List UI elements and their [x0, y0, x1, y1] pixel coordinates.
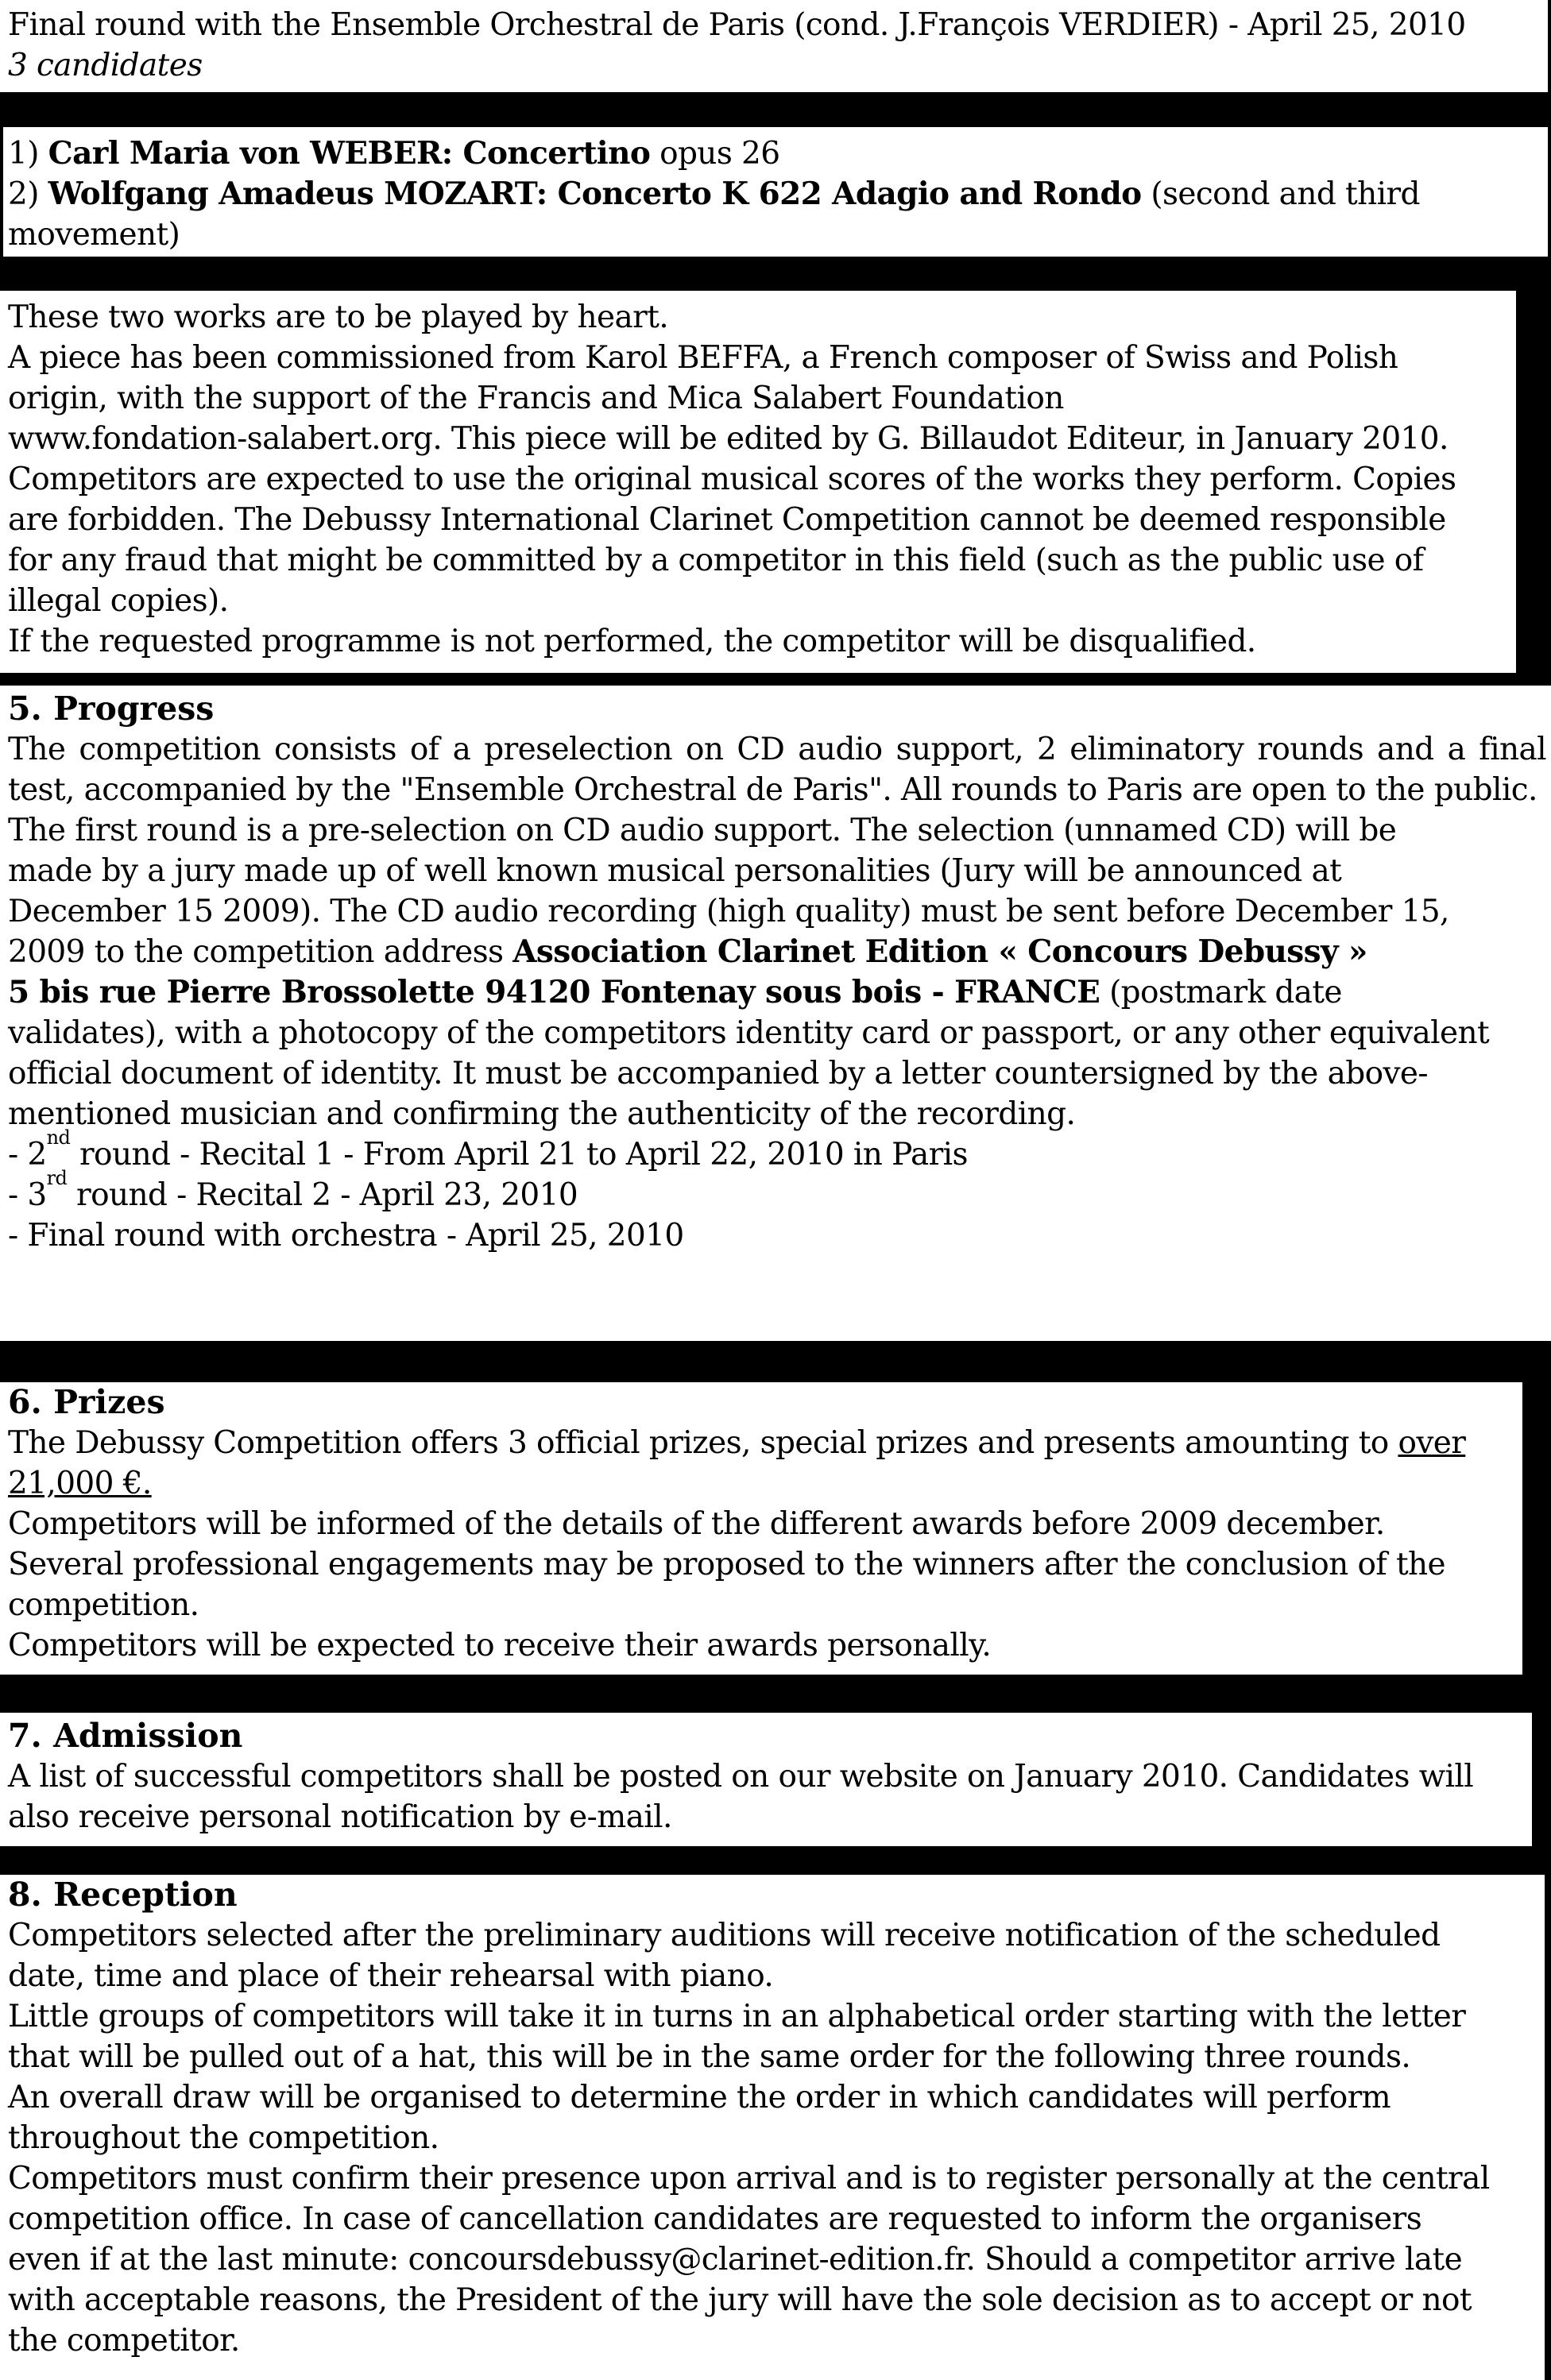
final-round-title: Final round with the Ensemble Orchestral de Paris (cond. J.François VERDIER) - April 25, 2010: [8, 7, 1466, 43]
note-line: If the requested programme is not performed, the competitor will be disqualified.: [8, 624, 1256, 659]
reception-line: Competitors selected after the preliminary auditions will receive notification of the scheduled: [8, 1918, 1441, 1953]
prizes-section: [0, 1382, 1522, 1675]
note-line: for any fraud that might be committed by a competitor in this field (such as the public use of: [8, 543, 1424, 578]
address-organisation: Association Clarinet Edition « Concours Debussy »: [512, 933, 1367, 970]
address-suffix: (postmark date: [1100, 975, 1342, 1010]
note-line: are forbidden. The Debussy International Clarinet Competition cannot be deemed responsible: [8, 502, 1446, 538]
address-prefix: 2009 to the competition address: [8, 934, 513, 970]
reception-heading: 8. Reception: [8, 1876, 238, 1914]
admission-section: [0, 1713, 1532, 1846]
progress-intro: The competition consists of a preselection on CD audio support, 2 eliminatory rounds and a final test, accompanied by the "Ensemble Orchestral de Paris". All rounds to Paris are open to the public.: [8, 732, 1546, 808]
work-detail-continued: movement): [8, 217, 180, 253]
reception-line: An overall draw will be organised to determine the order in which candidates will perform: [8, 2080, 1391, 2115]
admission-line: also receive personal notification by e-mail.: [8, 1799, 672, 1835]
reception-line: date, time and place of their rehearsal with piano.: [8, 1958, 774, 1994]
prizes-line: Competitors will be informed of the details of the different awards before 2009 december.: [8, 1506, 1385, 1542]
work-number: 2): [8, 176, 48, 212]
reception-section: [0, 1875, 1545, 2380]
reception-line: the competitor.: [8, 2323, 240, 2359]
work-item: [8, 133, 1548, 174]
work-title: Carl Maria von WEBER: Concertino: [48, 135, 651, 172]
progress-heading: 5. Progress: [8, 690, 215, 728]
admission-heading: 7. Admission: [8, 1717, 243, 1755]
work-detail: opus 26: [650, 136, 780, 172]
progress-section: [0, 686, 1551, 1341]
round-text: - Final round with orchestra - April 25, 2010: [8, 1218, 684, 1254]
note-line: These two works are to be played by heart.: [8, 299, 669, 335]
prizes-heading: 6. Prizes: [8, 1383, 165, 1421]
work-number: 1): [8, 136, 48, 172]
progress-line: made by a jury made up of well known musical personalities (Jury will be announced at: [8, 853, 1342, 889]
work-title: Wolfgang Amadeus MOZART: Concerto K 622 Adagio and Rondo: [48, 176, 1142, 212]
candidates-count: 3 candidates: [8, 48, 203, 83]
reception-line: Little groups of competitors will take it in turns in an alphabetical order starting with the letter: [8, 1999, 1466, 2034]
work-detail: (second and third: [1141, 176, 1420, 212]
round-prefix: - 3: [8, 1177, 47, 1213]
prizes-line: competition.: [8, 1587, 199, 1623]
progress-line: mentioned musician and confirming the authenticity of the recording.: [8, 1096, 1076, 1132]
notes-box: [0, 291, 1516, 673]
address-street: 5 bis rue Pierre Brossolette 94120 Fontenay sous bois - FRANCE: [8, 974, 1100, 1010]
reception-line: throughout the competition.: [8, 2120, 439, 2156]
progress-line: The first round is a pre-selection on CD audio support. The selection (unnamed CD) will be: [8, 813, 1397, 848]
round-ordinal: nd: [46, 1126, 71, 1149]
reception-line: with acceptable reasons, the President of the jury will have the sole decision as to accept or not: [8, 2282, 1472, 2318]
progress-line: validates), with a photocopy of the competitors identity card or passport, or any other equivalent: [8, 1015, 1490, 1051]
round-text: round - Recital 1 - From April 21 to April 22, 2010 in Paris: [70, 1137, 968, 1173]
prizes-line: Competitors will be expected to receive their awards personally.: [8, 1628, 992, 1663]
prizes-amount: over: [1398, 1425, 1466, 1461]
note-line: www.fondation-salabert.org. This piece will be edited by G. Billaudot Editeur, in January 2010.: [8, 421, 1449, 457]
round-item: [8, 1215, 1546, 1256]
works-box: [3, 127, 1548, 257]
round-item: [8, 1167, 1546, 1215]
prizes-amount-value: 21,000 €.: [8, 1466, 152, 1501]
note-line: A piece has been commissioned from Karol BEFFA, a French composer of Swiss and Polish: [8, 340, 1398, 376]
round-item: [8, 1126, 1546, 1175]
work-item: [8, 174, 1548, 214]
prizes-text: The Debussy Competition offers 3 official prizes, special prizes and presents amounting to: [8, 1425, 1398, 1461]
address-line: [8, 932, 1546, 972]
round-prefix: - 2: [8, 1137, 47, 1173]
admission-line: A list of successful competitors shall be posted on our website on January 2010. Candidates will: [8, 1759, 1474, 1795]
reception-line: Competitors must confirm their presence upon arrival and is to register personally at the central: [8, 2161, 1490, 2196]
round-ordinal: rd: [46, 1167, 68, 1189]
round-text: round - Recital 2 - April 23, 2010: [67, 1177, 578, 1213]
prizes-line: Several professional engagements may be proposed to the winners after the conclusion of the: [8, 1547, 1446, 1582]
prizes-line: [8, 1423, 1522, 1463]
note-line: origin, with the support of the Francis and Mica Salabert Foundation: [8, 381, 1064, 416]
progress-line: official document of identity. It must be accompanied by a letter countersigned by the above-: [8, 1056, 1428, 1091]
reception-line: that will be pulled out of a hat, this will be in the same order for the following three rounds.: [8, 2039, 1411, 2075]
note-line: illegal copies).: [8, 583, 229, 619]
note-line: Competitors are expected to use the original musical scores of the works they perform. Copies: [8, 462, 1456, 497]
address-line: [8, 972, 1546, 1013]
reception-line: even if at the last minute: concoursdebussy@clarinet-edition.fr. Should a competitor arrive late: [8, 2242, 1463, 2278]
reception-line: competition office. In case of cancellation candidates are requested to inform the organisers: [8, 2201, 1422, 2237]
progress-line: December 15 2009). The CD audio recording (high quality) must be sent before December 15,: [8, 894, 1449, 929]
final-round-box: [0, 0, 1548, 92]
